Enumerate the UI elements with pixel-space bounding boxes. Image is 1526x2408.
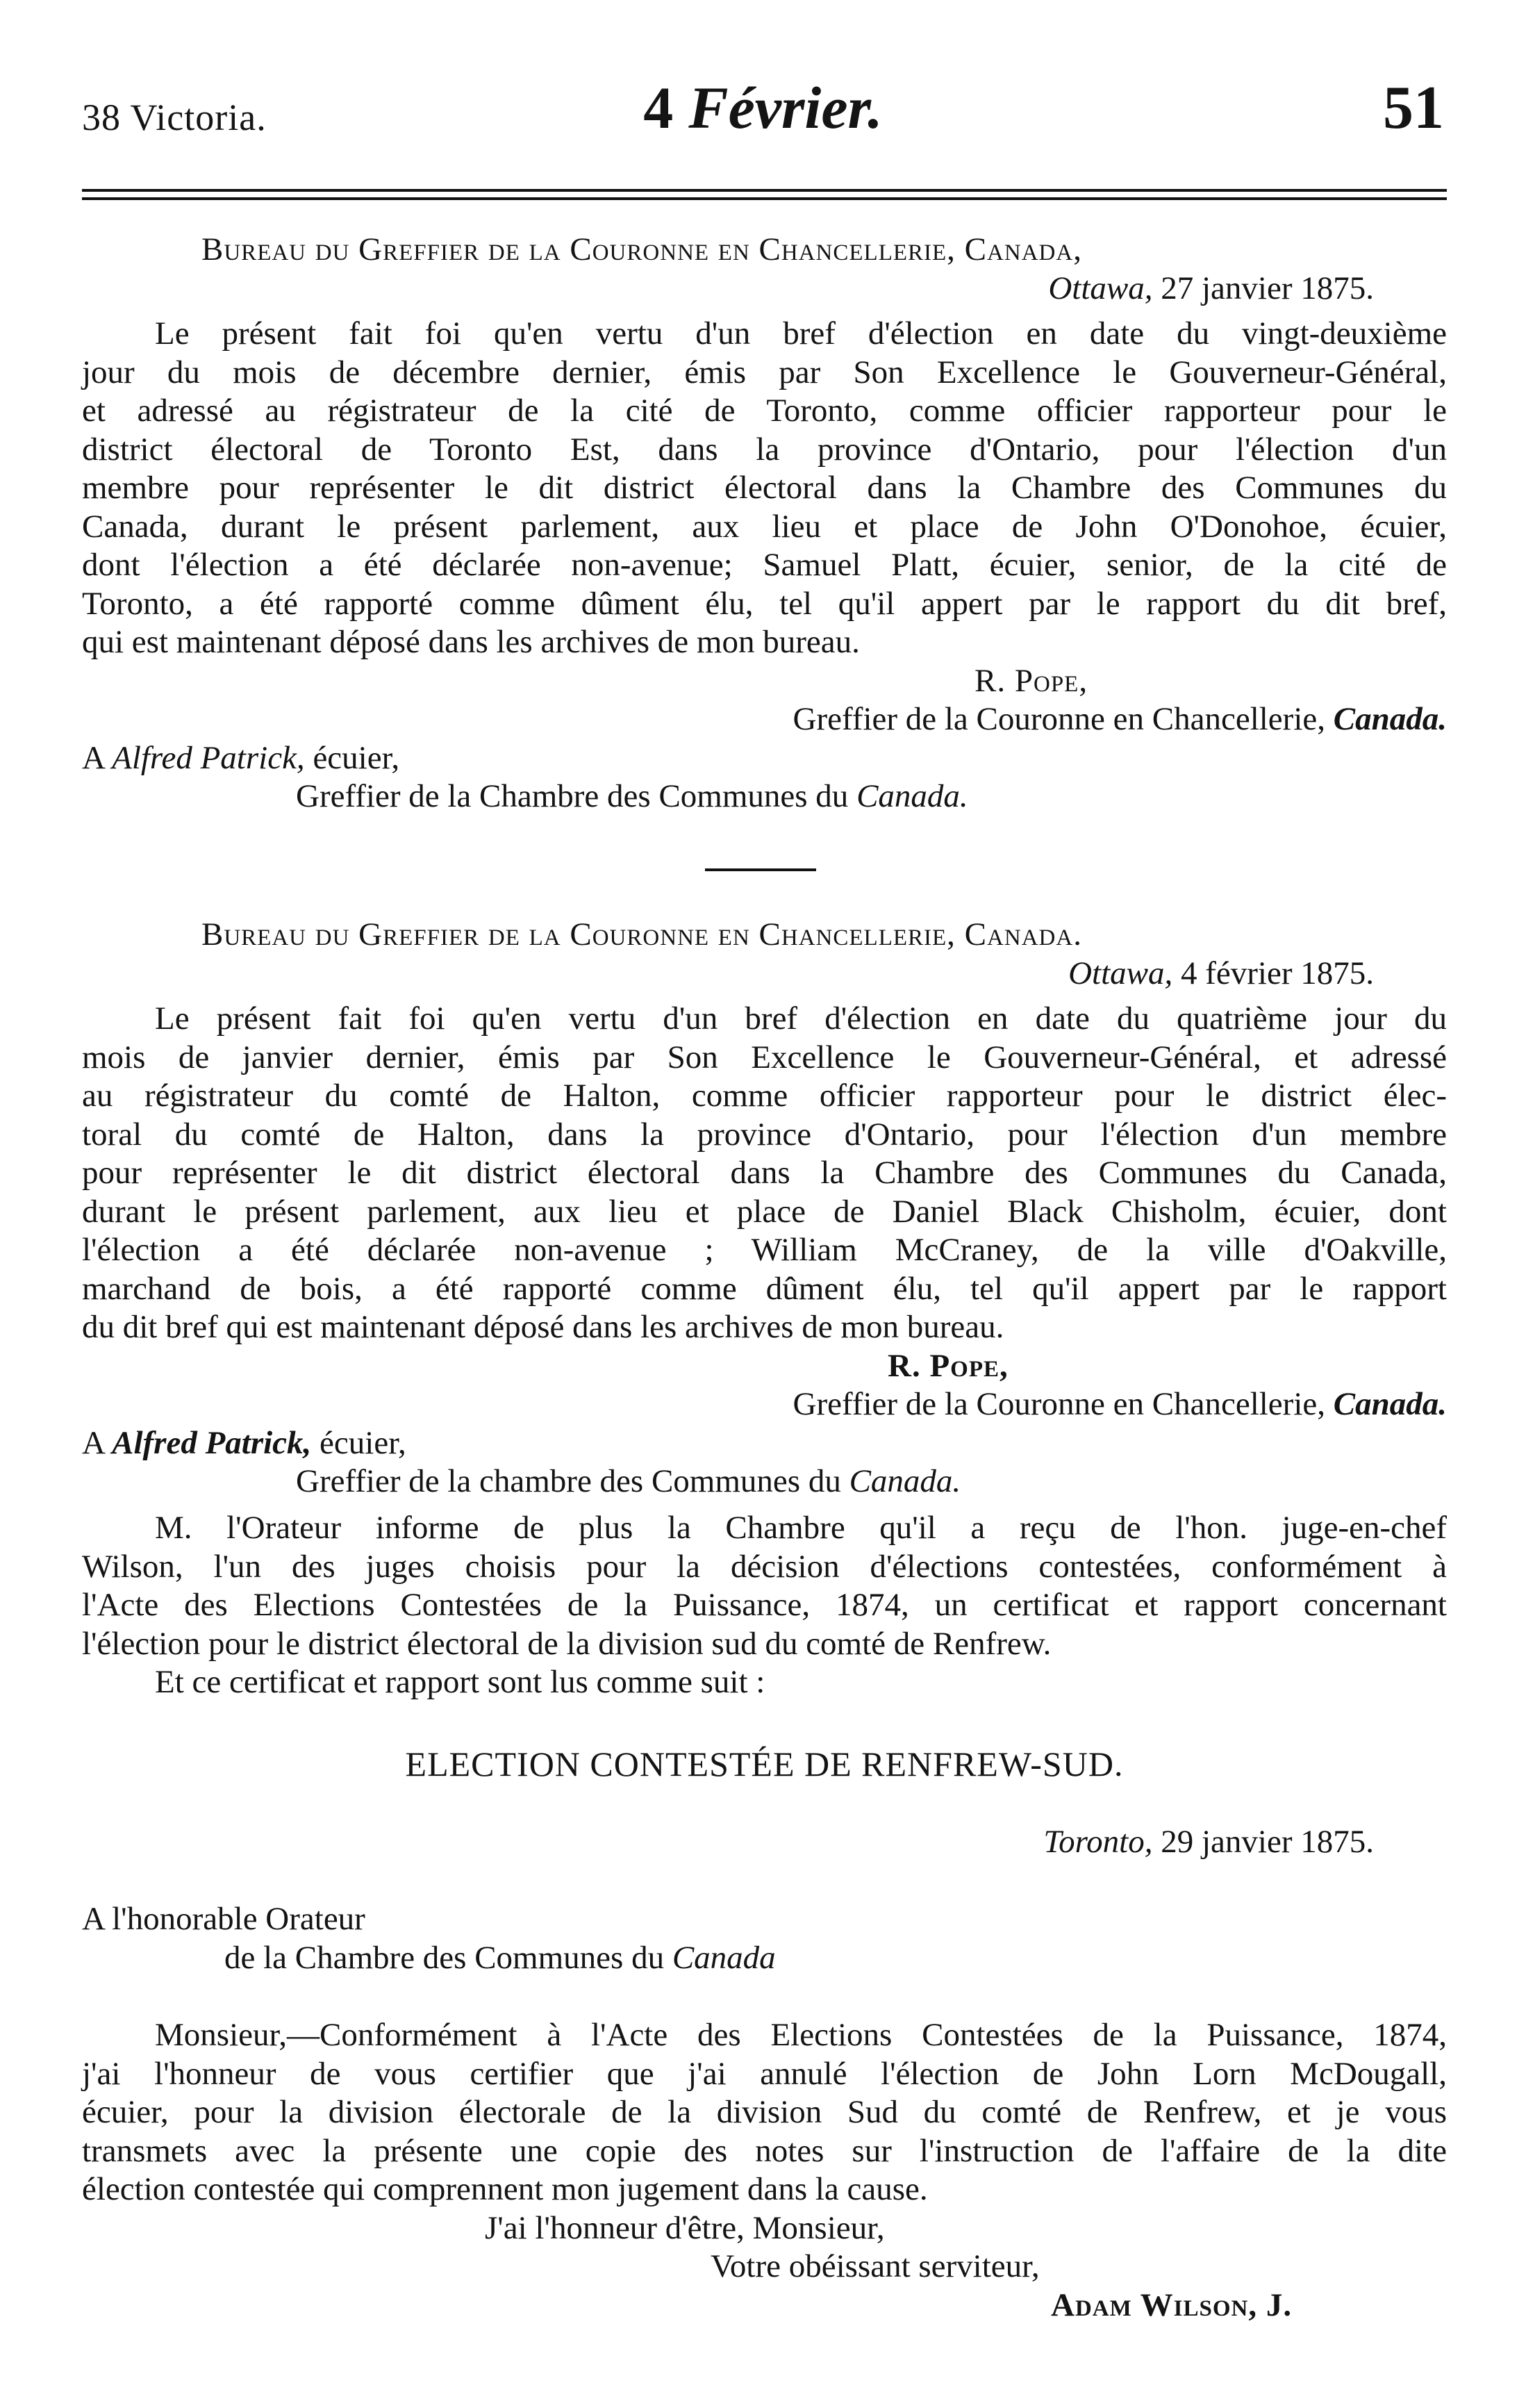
notice-2-signer: R. Pope, xyxy=(888,1347,1009,1384)
election-addressee-country: Canada xyxy=(672,1939,776,1976)
notice-2-line: l'élection a été déclarée non-avenue ; William McCraney, de la ville d'Oakville, xyxy=(82,1232,1447,1268)
election-closing: J'ai l'honneur d'être, Monsieur, xyxy=(485,2209,885,2246)
election-place: Toronto, xyxy=(1043,1823,1153,1860)
notice-1-signer-country: Canada. xyxy=(1333,701,1447,737)
election-addressee-chamber-text: de la Chambre des Communes du xyxy=(224,1939,672,1976)
notice-1-dateline xyxy=(82,270,1447,308)
notice-1-date: 27 janvier 1875. xyxy=(1152,270,1374,306)
election-addressee: A l'honorable Orateur xyxy=(82,1901,365,1937)
election-line: écuier, pour la division électorale de la division Sud du comté de Renfrew, et je vous xyxy=(82,2094,1447,2130)
notice-1-line: Le présent fait foi qu'en vertu d'un bref d'élection en date du vingt-deuxième xyxy=(155,315,1447,352)
header-day: 4 xyxy=(643,74,674,141)
notice-2-signer-title-text: Greffier de la Couronne en Chancellerie, xyxy=(793,1386,1334,1422)
header-rule-bottom xyxy=(82,197,1447,200)
notice-2-line: mois de janvier dernier, émis par Son Excellence le Gouverneur-Général, et adressé xyxy=(82,1039,1447,1075)
election-closing-servant: Votre obéissant serviteur, xyxy=(711,2248,1040,2284)
election-line: j'ai l'honneur de vous certifier que j'ai annulé l'élection de John Lorn McDougall, xyxy=(82,2055,1447,2092)
election-date: 29 janvier 1875. xyxy=(1152,1823,1374,1860)
orateur-line: Wilson, l'un des juges choisis pour la décision d'élections contestées, conformément à xyxy=(82,1548,1447,1585)
notice-2-recipient-title xyxy=(82,1462,1447,1501)
notice-1-place: Ottawa, xyxy=(1048,270,1153,306)
notice-2-place: Ottawa, xyxy=(1068,955,1173,991)
notice-2-date: 4 février 1875. xyxy=(1172,955,1374,991)
header-month: Février. xyxy=(688,74,883,141)
header-session: 38 Victoria. xyxy=(82,97,267,138)
notice-2-signer-country: Canada. xyxy=(1333,1386,1447,1422)
notice-1-line: dont l'élection a été déclarée non-avenue; Samuel Platt, écuier, senior, de la cité de xyxy=(82,547,1447,583)
orateur-line: l'élection pour le district électoral de la division sud du comté de Renfrew. xyxy=(82,1625,1052,1662)
election-dateline xyxy=(82,1823,1447,1862)
notice-2-line: au régistrateur du comté de Halton, comme officier rapporteur pour le district élec- xyxy=(82,1078,1447,1114)
orateur-line: M. l'Orateur informe de plus la Chambre qu'il a reçu de l'hon. juge-en-chef xyxy=(155,1510,1447,1546)
notice-1-recipient-name: Alfred Patrick, xyxy=(112,739,305,776)
orateur-paragraph xyxy=(82,1509,1447,1702)
notice-1-recipient-title xyxy=(82,777,1447,816)
election-heading: ELECTION CONTESTÉE DE RENFREW-SUD. xyxy=(405,1745,1124,1783)
notice-1-recipient-prefix: A xyxy=(82,739,113,776)
notice-1-office: Bureau du Greffier de la Couronne en Chancellerie, Canada, xyxy=(201,231,1082,267)
notice-1-line: Canada, durant le présent parlement, aux lieu et place de John O'Donohoe, écuier, xyxy=(82,508,1447,545)
notice-2-recipient-name: Alfred Patrick, xyxy=(112,1424,312,1461)
notice-2-dateline xyxy=(82,955,1447,993)
notice-1-line: membre pour représenter le dit district électoral dans la Chambre des Communes du xyxy=(82,470,1447,506)
notice-1-line: district électoral de Toronto Est, dans la province d'Ontario, pour l'élection d'un xyxy=(82,431,1447,468)
notice-1-signer-title-text: Greffier de la Couronne en Chancellerie, xyxy=(793,701,1334,737)
notice-1-line: et adressé au régistrateur de la cité de Toronto, comme officier rapporteur pour le xyxy=(82,393,1447,429)
notice-2-line: durant le présent parlement, aux lieu et place de Daniel Black Chisholm, écuier, dont xyxy=(82,1193,1447,1230)
notice-1-line: Toronto, a été rapporté comme dûment élu, tel qu'il appert par le rapport du dit bref, xyxy=(82,585,1447,622)
header-rule-top xyxy=(82,189,1447,192)
election-signer: Adam Wilson, J. xyxy=(1051,2286,1293,2323)
election-line: transmets avec la présente une copie des notes sur l'instruction de l'affaire de la dite xyxy=(82,2132,1447,2169)
notice-2-line: pour représenter le dit district électoral dans la Chambre des Communes du Canada, xyxy=(82,1155,1447,1191)
notice-1-line: jour du mois de décembre dernier, émis par Son Excellence le Gouverneur-Général, xyxy=(82,354,1447,390)
election-report xyxy=(82,1745,1447,2325)
notice-1-recipient-title-text: Greffier de la Chambre des Communes du xyxy=(296,778,857,814)
orateur-followup: Et ce certificat et rapport sont lus comme suit : xyxy=(155,1664,765,1700)
orateur-line: l'Acte des Elections Contestées de la Puissance, 1874, un certificat et rapport concernant xyxy=(82,1587,1447,1623)
notice-1-signer: R. Pope, xyxy=(975,662,1088,699)
notice-2-recipient-title-text: Greffier de la chambre des Communes du xyxy=(296,1463,849,1499)
notice-2-line: marchand de bois, a été rapporté comme dûment élu, tel qu'il appert par le rapport xyxy=(82,1270,1447,1307)
notice-1-recipient xyxy=(82,739,1447,778)
notice-2-signer-title xyxy=(82,1385,1447,1424)
notice-1-recipient-suffix: écuier, xyxy=(304,739,400,776)
election-addressee-chamber xyxy=(82,1939,1447,1978)
notice-2 xyxy=(82,916,1447,1501)
notice-2-line: du dit bref qui est maintenant déposé dans les archives de mon bureau. xyxy=(82,1309,1004,1345)
notice-1-body xyxy=(82,315,1447,662)
notice-2-office: Bureau du Greffier de la Couronne en Chancellerie, Canada. xyxy=(201,916,1082,953)
section-divider xyxy=(705,868,816,871)
election-line: élection contestée qui comprennent mon jugement dans la cause. xyxy=(82,2171,928,2207)
header-date xyxy=(0,73,1526,149)
notice-2-body xyxy=(82,1000,1447,1347)
election-body xyxy=(82,2016,1447,2209)
notice-2-recipient-country: Canada. xyxy=(849,1463,961,1499)
notice-1-line: qui est maintenant déposé dans les archives de mon bureau. xyxy=(82,624,860,660)
notice-2-recipient xyxy=(82,1424,1447,1463)
notice-2-line: toral du comté de Halton, dans la province d'Ontario, pour l'élection d'un membre xyxy=(82,1116,1447,1153)
notice-2-recipient-suffix: écuier, xyxy=(311,1424,406,1461)
notice-1-signer-title xyxy=(82,700,1447,739)
notice-1-recipient-country: Canada. xyxy=(856,778,968,814)
page-number: 51 xyxy=(1383,74,1444,142)
notice-1 xyxy=(82,231,1447,816)
notice-2-line: Le présent fait foi qu'en vertu d'un bref d'élection en date du quatrième jour du xyxy=(155,1000,1447,1037)
election-line: Monsieur,—Conformément à l'Acte des Elections Contestées de la Puissance, 1874, xyxy=(155,2017,1447,2053)
notice-2-recipient-prefix: A xyxy=(82,1424,113,1461)
